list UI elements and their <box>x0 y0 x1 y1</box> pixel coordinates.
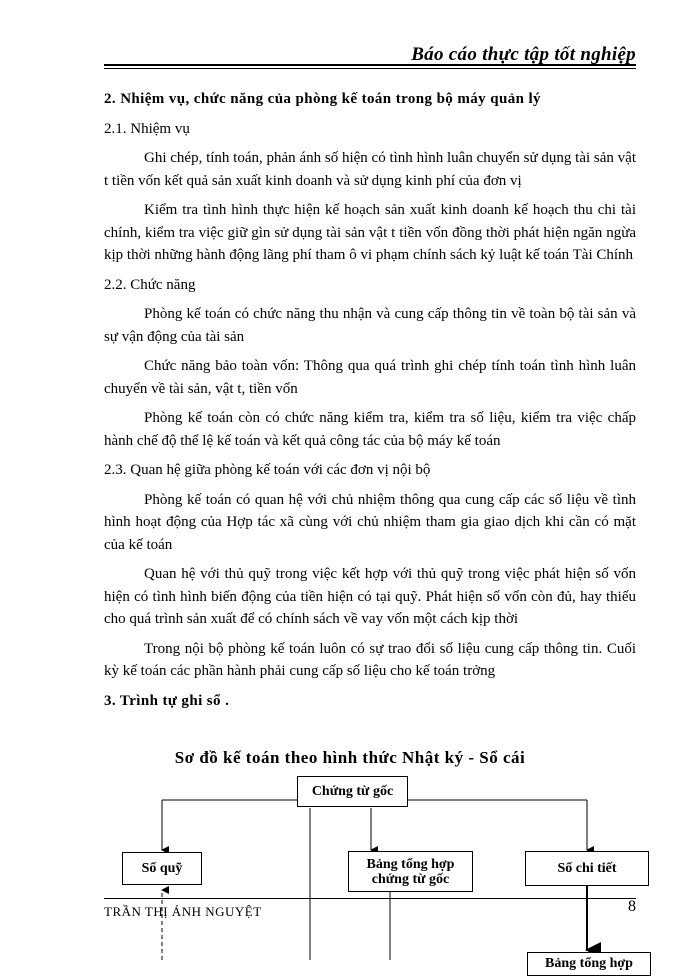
section-2-3-title: 2.3. Quan hệ giữa phòng kế toán với các đơn vị nội bộ <box>104 462 431 478</box>
box-label: Chứng từ gốc <box>311 784 394 799</box>
footer-rule <box>104 898 636 899</box>
document-header-title: Báo cáo thực tập tốt nghiệp <box>411 44 636 65</box>
box-chung-tu-goc <box>297 776 408 807</box>
box-partial-bottom <box>527 952 651 976</box>
paragraph: Ghi chép, tính toán, phản ánh số hiện có tình hình luân chuyển sử dụng tài sản vật t tiền vốn kết quả sản xuất kinh doanh và sử dụng kinh phí của đơn vị <box>104 150 636 189</box>
footer-author: TRẦN THỊ ÁNH NGUYỆT <box>104 904 262 919</box>
box-label: Sổ chi tiết <box>557 861 617 876</box>
box-label: Sổ quỹ <box>141 861 183 876</box>
box-label: Bảng tổng hợp <box>545 956 633 971</box>
box-so-quy <box>122 852 202 885</box>
section-2-heading: 2. Nhiệm vụ, chức năng của phòng kế toán trong bộ máy quản lý <box>104 91 541 107</box>
paragraph: Phòng kế toán còn có chức năng kiểm tra, kiểm tra số liệu, kiểm tra việc chấp hành chế độ thể lệ kế toán và kết quả công tác của bộ máy kế toán <box>104 410 636 449</box>
paragraph: Kiểm tra tình hình thực hiện kế hoạch sản xuất kinh doanh kế hoạch thu chi tài chính, kiểm tra việc giữ gìn sử dụng tài sản vật t tiền vốn đồng thời phát hiện ngăn ngừa kịp thời những hành động lãng phí tham ô vi phạm chính sách kỷ luật kế toán Tài Chính <box>104 202 636 263</box>
box-label-line-1: Bảng tổng hợp <box>366 856 455 872</box>
box-bang-tong-hop-chung-tu-goc <box>348 851 473 892</box>
diagram-title: Sơ đồ kế toán theo hình thức Nhật ký - Sổ cái <box>174 748 526 767</box>
section-3-heading: 3. Trình tự ghi sổ . <box>104 692 230 709</box>
paragraph: Phòng kế toán có quan hệ với chủ nhiệm thông qua cung cấp các số liệu về tình hình hoạt động của Hợp tác xã cùng với chủ nhiệm tham gia giao dịch khi cần có mặt của kế toán <box>104 491 636 553</box>
section-2-2-title: 2.2. Chức năng <box>104 276 196 293</box>
box-label-line-2: chứng từ gốc <box>371 871 450 887</box>
page-number: 8 <box>628 898 636 915</box>
section-2-1-title: 2.1. Nhiệm vụ <box>104 120 190 137</box>
box-so-chi-tiet <box>525 851 649 886</box>
paragraph: Phòng kế toán có chức năng thu nhận và cung cấp thông tin về toàn bộ tài sản và sự vận động của tài sản <box>104 306 636 345</box>
paragraph: Chức năng bảo toàn vốn: Thông qua quá trình ghi chép tính toán tình hình luân chuyển về tài sản, vật t, tiền vốn <box>104 358 636 397</box>
paragraph: Quan hệ với thủ quỹ trong việc kết hợp với thủ quỹ trong việc phát hiện số vốn hiện có tình hình biến động của tiền hiện có tại quỹ. Phát hiện số vốn còn đủ, hay thiếu cho quá trình sản xuất để có chính sách về vay vốn một cách kịp thời <box>104 566 636 627</box>
paragraph: Trong nội bộ phòng kế toán luôn có sự trao đổi số liệu cung cấp thông tin. Cuối kỳ kế toán các phần hành phải cung cấp số liệu cho kế toán trởng <box>104 640 636 679</box>
